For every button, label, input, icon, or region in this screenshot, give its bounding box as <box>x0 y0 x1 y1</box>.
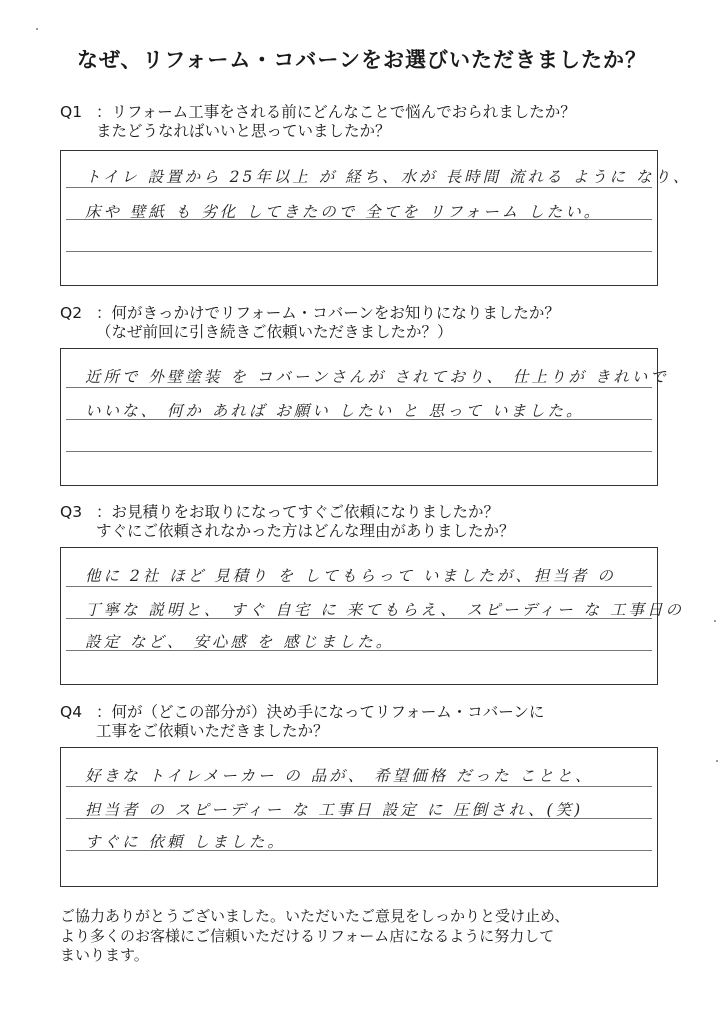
answer-line: 担当者 の スピーディー な 工事日 設定 に 圧倒され、(笑) <box>85 801 584 819</box>
question-text: ：何がきっかけでリフォーム・コバーンをお知りになりましたか？ <box>96 304 560 322</box>
answer-line: 好きな トイレメーカー の 品が、 希望価格 だった ことと、 <box>85 767 594 785</box>
answer-box-3 <box>60 547 684 685</box>
answer-line: 設定 など、 安心感 を 感じました。 <box>85 633 395 651</box>
answer-line: 丁寧な 説明と、 すぐ 自宅 に 来てもらえ、 スピーディー な 工事日の <box>85 601 684 619</box>
answer-line: トイレ 設置から 25年以上 が 経ち、水が 長時間 流れる ように なり、 <box>85 168 692 186</box>
question-4 <box>60 703 544 741</box>
answer-line: 床や 壁紙 も 劣化 してきたので 全てを リフォーム したい。 <box>85 203 603 221</box>
question-number: Q2 <box>60 304 83 322</box>
question-number: Q1 <box>60 103 83 121</box>
footer-line: より多くのお客様にご信頼いただけるリフォーム店になるように努力して <box>60 926 555 945</box>
page-title: なぜ、リフォーム・コバーンをお選びいただきましたか？ <box>77 48 647 72</box>
footer-line: ご協力ありがとうございました。いただいたご意見をしっかりと受け止め、 <box>60 907 570 925</box>
question-text: ：お見積りをお取りになってすぐご依頼になりましたか？ <box>96 503 500 521</box>
scan-speck <box>36 28 38 30</box>
question-subtext: すぐにご依頼されなかった方はどんな理由がありましたか？ <box>96 522 515 540</box>
question-number: Q4 <box>60 703 83 721</box>
question-subtext: （なぜ前回に引き続きご依頼いただきましたか？） <box>96 323 453 341</box>
question-subtext: またどうなればいいと思っていましたか？ <box>96 122 391 140</box>
answer-box-4 <box>60 747 658 887</box>
question-text: ：何が（どこの部分が）決め手になってリフォーム・コバーンに <box>96 703 545 721</box>
scan-speck <box>716 760 718 762</box>
scan-speck <box>714 620 716 622</box>
question-2 <box>60 304 560 342</box>
footer-line: まいります。 <box>60 946 149 964</box>
thank-you-message <box>60 907 569 966</box>
answer-line: すぐに 依頼 しました。 <box>85 833 286 851</box>
answer-line: いいな、 何か あれば お願い したい と 思って いました。 <box>85 402 585 420</box>
answer-box-1 <box>60 150 692 286</box>
answer-line: 近所で 外壁塗装 を コバーンさんが されており、 仕上りが きれいで <box>85 368 669 386</box>
question-number: Q3 <box>60 503 83 521</box>
answer-line: 他に 2社 ほど 見積り を してもらって いましたが、担当者 の <box>85 567 616 585</box>
question-text: ：リフォーム工事をされる前にどんなことで悩んでおられましたか？ <box>96 103 576 121</box>
question-1 <box>60 103 576 141</box>
question-3 <box>60 503 515 541</box>
question-subtext: 工事をご依頼いただきましたか？ <box>96 722 329 740</box>
answer-box-2 <box>60 348 669 486</box>
